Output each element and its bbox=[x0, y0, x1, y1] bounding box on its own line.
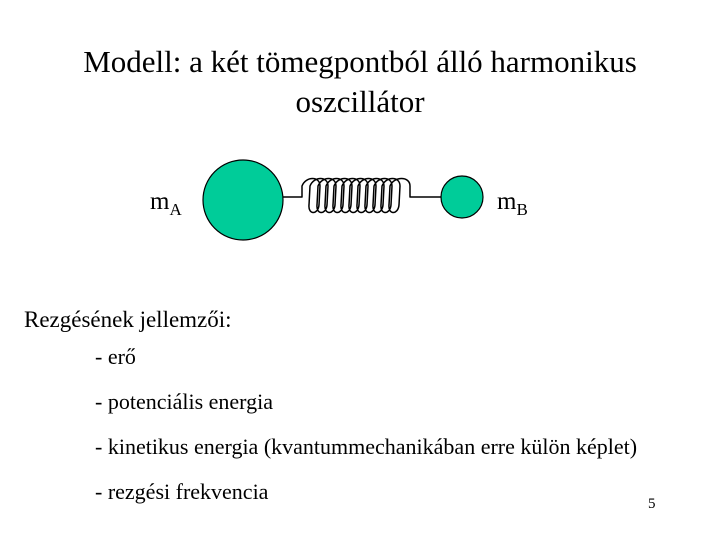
mass-b-label-base: m bbox=[497, 188, 517, 215]
spring bbox=[283, 179, 441, 213]
list-item-force: - erő bbox=[95, 344, 136, 369]
mass-a-label-base: m bbox=[150, 188, 170, 215]
list-item-potential-energy: - potenciális energia bbox=[95, 389, 273, 414]
slide-title-line-1: Modell: a két tömegpontból álló harmonikus bbox=[83, 44, 637, 79]
mass-a-label-subscript: A bbox=[169, 200, 182, 219]
slide-title-line-2: oszcillátor bbox=[295, 84, 425, 119]
mass-b-sphere bbox=[441, 176, 483, 218]
list-item-kinetic-energy: - kinetikus energia (kvantummechanikában erre külön képlet) bbox=[95, 434, 638, 459]
mass-a-sphere bbox=[203, 160, 283, 240]
section-title: Rezgésének jellemzői: bbox=[24, 307, 232, 332]
mass-b-label-subscript: B bbox=[516, 200, 528, 219]
page-number: 5 bbox=[648, 496, 656, 512]
list-item-vibrational-frequency: - rezgési frekvencia bbox=[95, 479, 269, 504]
property-list bbox=[95, 343, 637, 523]
